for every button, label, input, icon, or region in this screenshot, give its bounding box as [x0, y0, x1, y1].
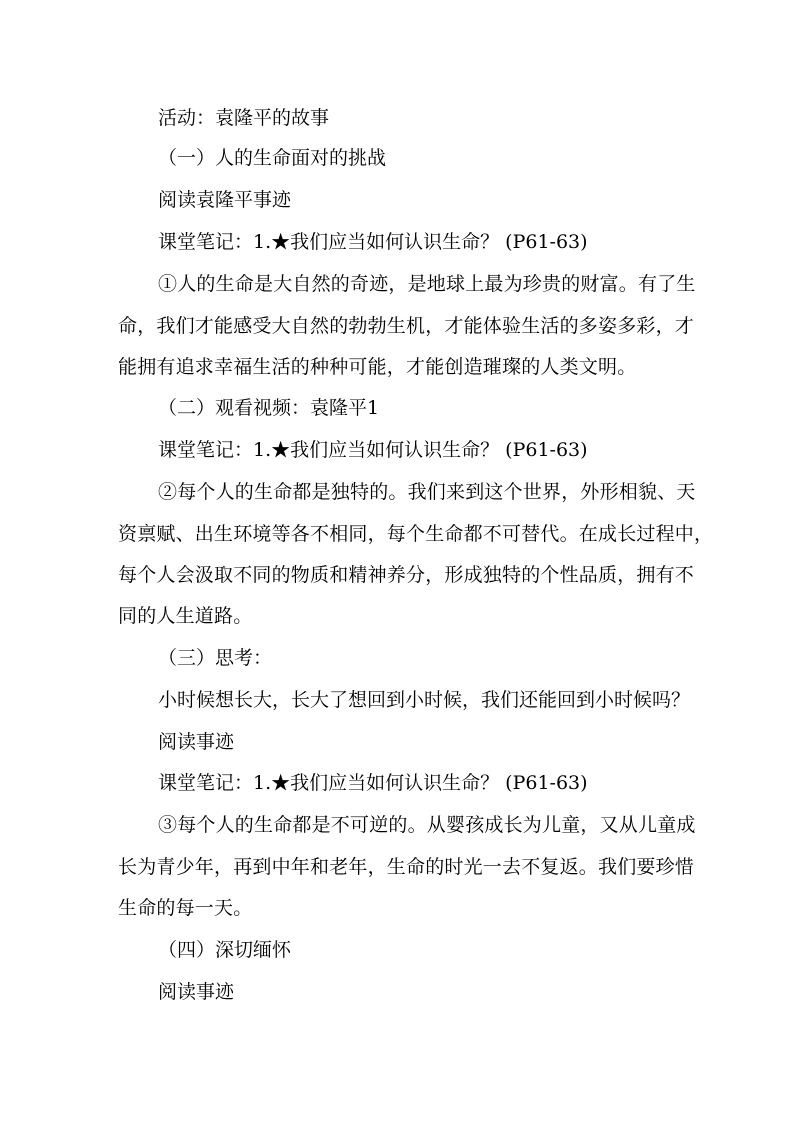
reading-note: 阅读袁隆平事迹: [158, 189, 292, 211]
class-note-label: 课堂笔记：1.★我们应当如何认识生命？ (P61-63): [158, 439, 588, 461]
paragraph-line: 每个人会汲取不同的物质和精神养分，形成独特的个性品质，拥有不: [118, 564, 695, 586]
activity-title: 活动：袁隆平的故事: [158, 107, 330, 129]
paragraph-line: 能拥有追求幸福生活的种种可能，才能创造璀璨的人类文明。: [118, 356, 637, 378]
reading-note: 阅读事迹: [158, 731, 235, 753]
paragraph-line: 资禀赋、出生环境等各不相同，每个生命都不可替代。在成长过程中，: [118, 523, 714, 545]
paragraph-line: 命，我们才能感受大自然的勃勃生机，才能体验生活的多姿多彩，才: [118, 315, 695, 337]
paragraph-line: ①人的生命是大自然的奇迹，是地球上最为珍贵的财富。有了生: [158, 273, 696, 295]
reading-note: 阅读事迹: [158, 981, 235, 1003]
section-heading-2: （二）观看视频：袁隆平1: [158, 397, 380, 419]
paragraph-line: 生命的每一天。: [118, 897, 253, 919]
paragraph-line: ③每个人的生命都是不可逆的。从婴孩成长为儿童，又从儿童成: [158, 814, 696, 836]
class-note-label: 课堂笔记：1.★我们应当如何认识生命？ (P61-63): [158, 231, 588, 253]
paragraph-line: 同的人生道路。: [118, 605, 253, 627]
paragraph-line: ②每个人的生命都是独特的。我们来到这个世界，外形相貌、天: [158, 481, 696, 503]
section-heading-4: （四）深切缅怀: [158, 939, 292, 961]
question-line: 小时候想长大，长大了想回到小时候，我们还能回到小时候吗？: [158, 689, 691, 711]
paragraph-line: 长为青少年，再到中年和老年，生命的时光一去不复返。我们要珍惜: [118, 856, 695, 878]
section-heading-3: （三）思考：: [158, 647, 273, 669]
section-heading-1: （一）人的生命面对的挑战: [158, 147, 387, 169]
class-note-label: 课堂笔记：1.★我们应当如何认识生命？ (P61-63): [158, 772, 588, 794]
